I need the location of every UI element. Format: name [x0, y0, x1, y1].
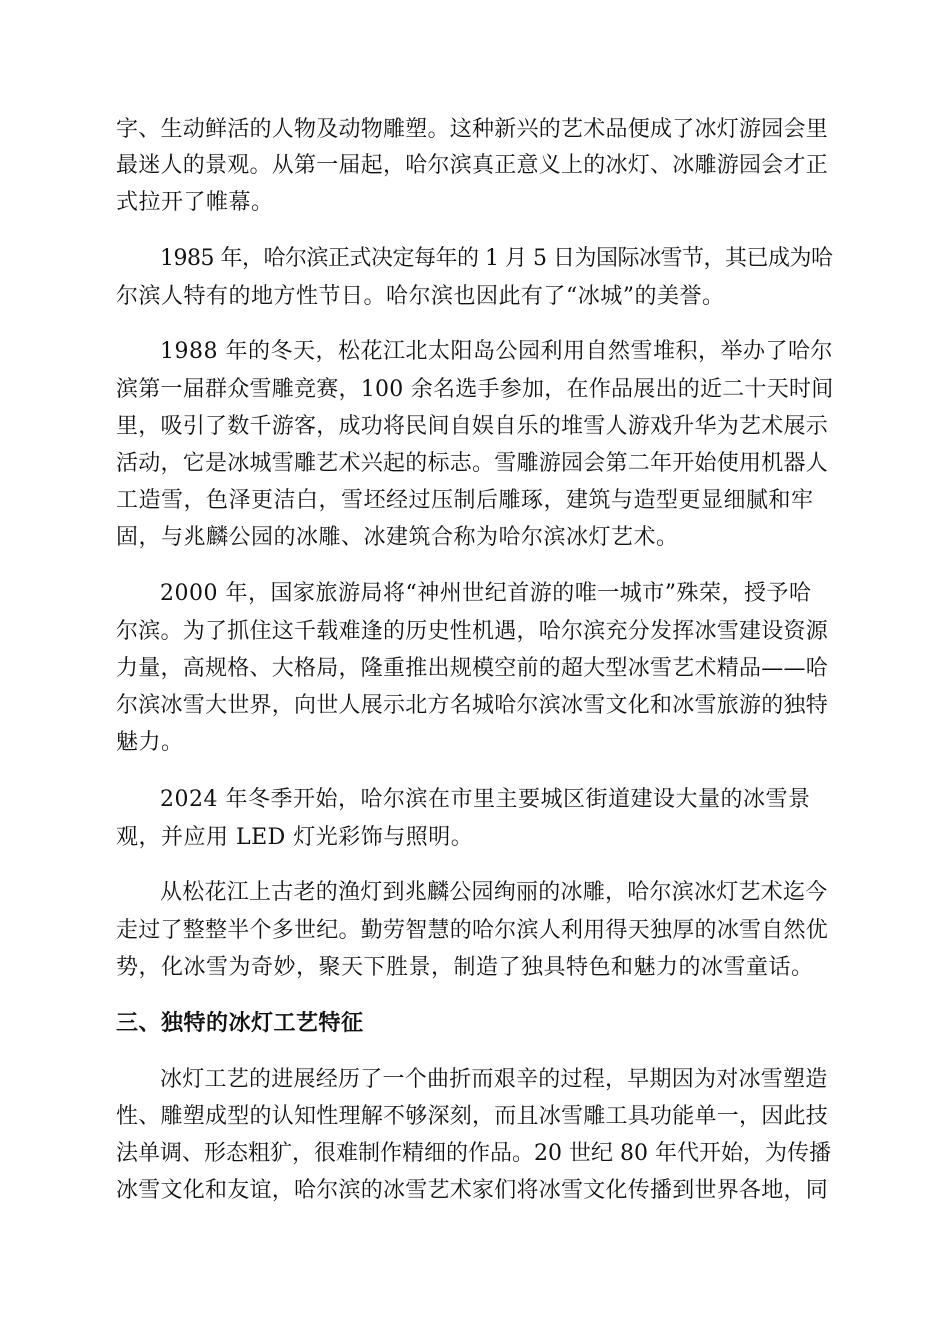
paragraph-3-line-4: 活动，它是冰城雪雕艺术兴起的标志。雪雕游园会第二年开始使用机器人	[116, 451, 829, 476]
paragraph-3-line-1: 1988 年的冬天，松花江北太阳岛公园利用自然雪堆积，举办了哈尔	[160, 339, 833, 364]
section-heading: 三、独特的冰灯工艺特征	[116, 1011, 364, 1036]
paragraph-4-line-1: 2000 年，国家旅游局将“神州世纪首游的唯一城市”殊荣，授予哈	[160, 581, 812, 606]
paragraph-6-line-2: 走过了整整半个多世纪。勤劳智慧的哈尔滨人利用得天独厚的冰雪自然优	[116, 918, 829, 943]
paragraph-5-line-2: 观，并应用 LED 灯光彩饰与照明。	[116, 825, 474, 850]
section-paragraph-line-1: 冰灯工艺的进展经历了一个曲折而艰辛的过程，早期因为对冰雪塑造	[160, 1067, 828, 1092]
paragraph-4-line-3: 力量，高规格、大格局，隆重推出规模空前的超大型冰雪艺术精品——哈	[116, 656, 829, 681]
paragraph-3-line-5: 工造雪，色泽更洁白，雪坯经过压制后雕琢，建筑与造型更显细腻和牢	[116, 488, 814, 513]
paragraph-2-line-1: 1985 年，哈尔滨正式决定每年的 1 月 5 日为国际冰雪节，其已成为哈	[160, 246, 833, 271]
section-paragraph-line-4: 冰雪文化和友谊，哈尔滨的冰雪艺术家们将冰雪文化传播到世界各地，同	[116, 1178, 829, 1203]
paragraph-1-line-3: 式拉开了帷幕。	[116, 190, 274, 215]
paragraph-6-line-1: 从松花江上古老的渔灯到兆麟公园绚丽的冰雕，哈尔滨冰灯艺术迄今	[160, 880, 828, 905]
section-paragraph-line-2: 性、雕塑成型的认知性理解不够深刻，而且冰雪雕工具功能单一，因此技	[116, 1104, 829, 1129]
paragraph-3-line-6: 固，与兆麟公园的冰雕、冰建筑合称为哈尔滨冰灯艺术。	[116, 525, 679, 550]
paragraph-4-line-4: 尔滨冰雪大世界，向世人展示北方名城哈尔滨冰雪文化和冰雪旅游的独特	[116, 693, 829, 718]
paragraph-4-line-2: 尔滨。为了抓住这千载难逢的历史性机遇，哈尔滨充分发挥冰雪建设资源	[116, 619, 829, 644]
paragraph-1-line-2: 最迷人的景观。从第一届起，哈尔滨真正意义上的冰灯、冰雕游园会才正	[116, 153, 829, 178]
paragraph-3-line-3: 里，吸引了数千游客，成功将民间自娱自乐的堆雪人游戏升华为艺术展示	[116, 414, 829, 439]
paragraph-6-line-3: 势，化冰雪为奇妙，聚天下胜景，制造了独具特色和魅力的冰雪童话。	[116, 955, 814, 980]
paragraph-3-line-2: 滨第一届群众雪雕竞赛，100 余名选手参加，在作品展出的近二十天时间	[116, 377, 834, 402]
paragraph-2-line-2: 尔滨人特有的地方性节日。哈尔滨也因此有了“冰城”的美誉。	[116, 284, 725, 309]
paragraph-4-line-5: 魅力。	[116, 730, 184, 755]
paragraph-1-line-1: 字、生动鲜活的人物及动物雕塑。这种新兴的艺术品便成了冰灯游园会里	[116, 117, 829, 142]
paragraph-5-line-1: 2024 年冬季开始，哈尔滨在市里主要城区街道建设大量的冰雪景	[160, 787, 811, 812]
section-paragraph-line-3: 法单调、形态粗犷，很难制作精细的作品。20 世纪 80 年代开始，为传播	[116, 1141, 831, 1166]
